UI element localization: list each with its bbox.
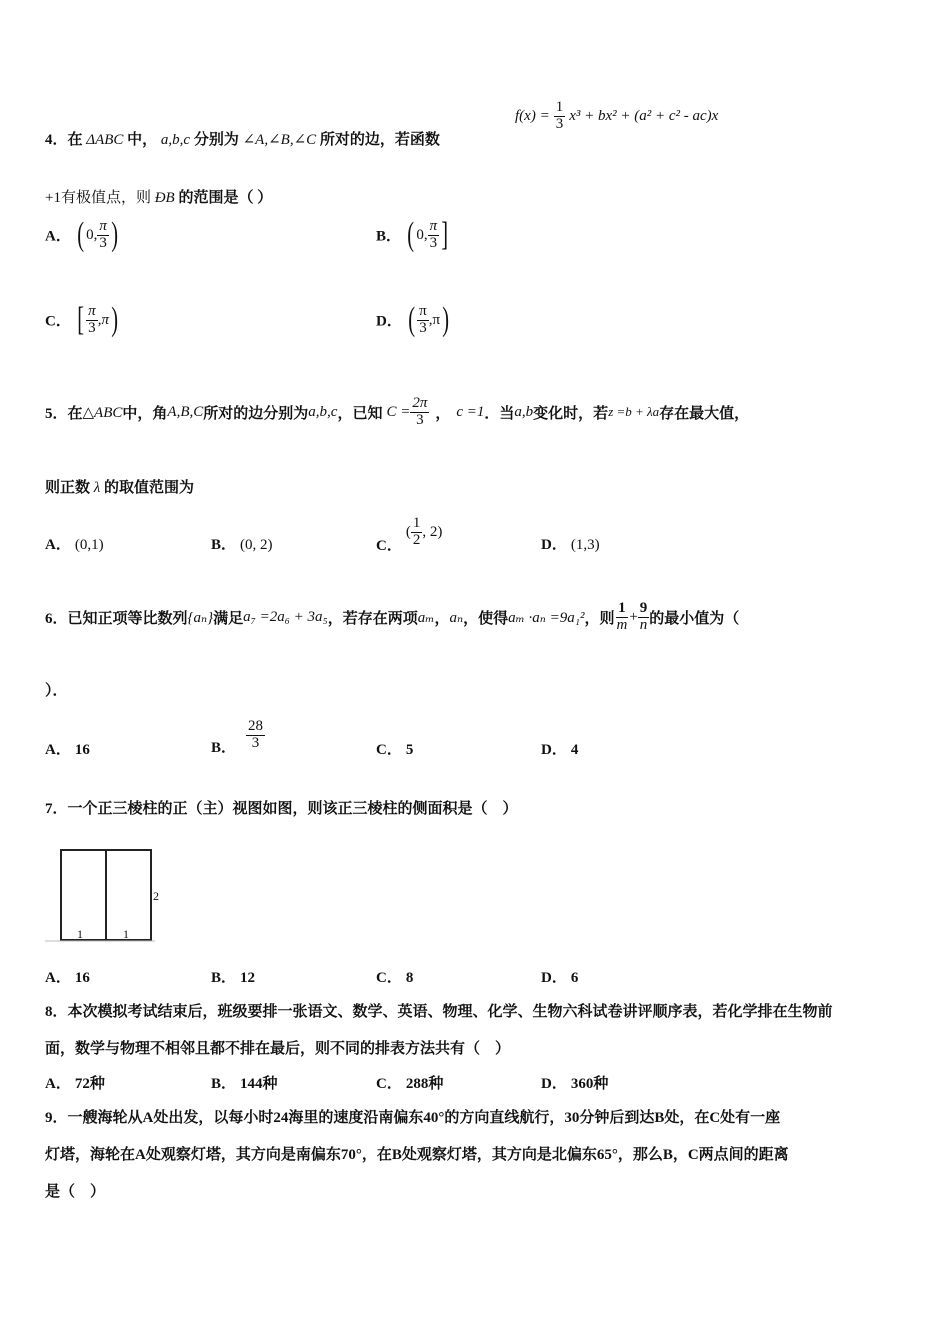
interval: [406, 303, 452, 337]
option-value: (1,3): [570, 537, 600, 553]
option-value: 144种: [240, 1076, 278, 1092]
fraction-denominator: 3: [429, 234, 438, 251]
option-label: B．: [211, 740, 237, 756]
q5-stem-line1: [45, 390, 749, 434]
math-triangle: ΔABC: [86, 132, 124, 148]
option-value: 16: [74, 742, 90, 758]
text: 的范围是（ ）: [178, 190, 273, 206]
fraction: [246, 719, 265, 752]
fraction-numerator: 9: [639, 599, 648, 616]
math-sides: a,b,c: [160, 132, 191, 148]
math-angles: ∠A,∠B,∠C: [242, 132, 317, 148]
interval: [75, 303, 120, 337]
bracket-close: ): [442, 301, 450, 338]
text: 满足: [213, 610, 244, 627]
option-value: 12: [240, 970, 256, 986]
q8-stem-line2: 面，数学与物理不相邻且都不排在最后，则不同的排表方法共有（ ）: [45, 1041, 511, 1057]
fraction-numerator: 1: [555, 99, 564, 115]
fraction: [411, 516, 423, 549]
q7-option-d[interactable]: [541, 966, 578, 987]
math-triangle: △ABC: [82, 404, 123, 421]
interval: [75, 218, 120, 252]
option-label: C．: [45, 313, 71, 330]
q4-stem-line2: [45, 186, 272, 207]
bracket-close: ]: [441, 216, 449, 253]
bracket-open: [: [77, 301, 84, 338]
q6-option-b[interactable]: [211, 714, 265, 757]
interval-right: ,π: [97, 311, 109, 328]
fraction-denominator: 3: [99, 234, 107, 251]
q4-option-b[interactable]: [376, 218, 450, 252]
paren: (: [405, 524, 411, 540]
q9-stem-line1: 9．一艘海轮从A处出发，以每小时24海里的速度沿南偏东40°的方向直线航行，30分钟后到达B处，在C处有一座: [45, 1110, 781, 1126]
q4-function: [515, 100, 718, 133]
text: 则正数: [45, 480, 91, 496]
option-label: C．: [376, 538, 402, 554]
option-label: A．: [45, 742, 71, 758]
math-angles: A,B,C: [167, 403, 204, 420]
math-product: aₘ ·aₙ =9a₁²: [508, 609, 585, 626]
math-sides: a,b,c: [308, 403, 338, 420]
dim-label-mid: 1: [123, 927, 129, 941]
text: ，使得: [463, 610, 509, 627]
text: ，若存在两项: [327, 610, 418, 627]
q9-stem-line3: 是（ ）: [45, 1184, 106, 1200]
q7-option-a[interactable]: [45, 966, 90, 987]
math-equation: a₇ =2a₆ + 3a₅: [243, 608, 328, 625]
q4-option-c[interactable]: [45, 303, 120, 337]
text: 所对的边分别为: [203, 405, 309, 422]
question-number: 6．已知正项等比数列: [45, 610, 188, 627]
q4-option-a[interactable]: [45, 218, 120, 252]
q5-option-a[interactable]: [45, 533, 104, 554]
option-value: 8: [405, 970, 414, 986]
function-rhs: x³ + bx² + (a² + c² - ac)x: [569, 107, 719, 124]
option-value: 16: [74, 970, 90, 986]
fraction-denominator: 3: [555, 115, 564, 132]
option-value: , 2): [422, 524, 443, 540]
text: ，: [435, 405, 451, 422]
fraction-denominator: 3: [419, 319, 427, 336]
math-an: aₙ: [449, 609, 464, 626]
option-label: C．: [376, 970, 402, 986]
math-lambda: λ: [93, 480, 101, 496]
question-number: 4．在: [45, 132, 83, 148]
fraction-denominator: 2: [412, 532, 421, 548]
math-am: aₘ: [417, 609, 435, 626]
option-label: A．: [45, 537, 71, 553]
interval-left: 0,: [86, 226, 98, 243]
q6-stem-line2: ）．: [45, 683, 68, 699]
text: 变化时，若: [533, 405, 609, 422]
fraction-numerator: 1: [618, 599, 626, 616]
q7-stem: 7．一个正三棱柱的正（主）视图如图，则该正三棱柱的侧面积是（ ）: [45, 801, 518, 817]
q5-option-b[interactable]: [211, 533, 273, 554]
q5-stem-line2: [45, 476, 194, 497]
math-c: c =1: [456, 403, 485, 420]
text: 中，: [127, 132, 158, 148]
fraction-denominator: m: [616, 616, 628, 633]
text: ，已知: [337, 405, 383, 422]
text: ．当: [484, 405, 515, 422]
q8-option-d[interactable]: [541, 1072, 608, 1093]
math-sequence: {aₙ}: [187, 609, 214, 626]
bracket-close: ): [111, 301, 119, 338]
dim-label-left: 1: [77, 927, 83, 941]
function-lhs: f(x) =: [515, 107, 550, 124]
fraction-numerator: π: [99, 217, 107, 234]
option-label: B．: [376, 228, 402, 245]
q5-option-d[interactable]: [541, 533, 600, 554]
option-label: A．: [45, 1076, 71, 1092]
q8-stem-line1: 8．本次模拟考试结束后，班级要排一张语文、数学、英语、物理、化学、生物六科试卷讲评顺序表，若化学排在生物前: [45, 1004, 833, 1020]
math-C: C =: [386, 403, 411, 420]
fraction: [410, 396, 429, 429]
q9-stem-line2: 灯塔，海轮在A处观察灯塔，其方向是南偏东70°，在B处观察灯塔，其方向是北偏东65°，那么B，C两点间的距离: [45, 1147, 789, 1163]
fraction-numerator: 28: [248, 718, 264, 735]
option-value: 288种: [405, 1076, 444, 1092]
fraction-denominator: n: [639, 616, 648, 633]
option-value: 5: [405, 742, 414, 758]
option-label: D．: [541, 537, 567, 553]
fraction-numerator: 1: [412, 515, 421, 532]
text: 的最小值为（: [649, 610, 740, 627]
q8-option-a[interactable]: [45, 1072, 105, 1093]
option-label: A．: [45, 228, 71, 245]
fraction-numerator: 2π: [412, 394, 428, 411]
fraction: [614, 601, 629, 634]
fraction-numerator: π: [88, 302, 96, 319]
option-label: D．: [541, 970, 567, 986]
interval: [405, 218, 450, 252]
text: ，: [434, 610, 450, 627]
text: 的取值范围为: [104, 480, 195, 496]
q8-option-c[interactable]: [376, 1072, 443, 1093]
q8-option-b[interactable]: [211, 1072, 278, 1093]
interval-right: ,π: [428, 311, 441, 328]
question-number: 5．在: [45, 405, 83, 422]
option-value: (0,1): [74, 537, 104, 553]
fraction-numerator: π: [419, 302, 427, 319]
option-label: D．: [376, 313, 402, 330]
interval-left: 0,: [416, 226, 428, 243]
q6-option-c[interactable]: [376, 738, 413, 759]
fraction: [554, 100, 566, 133]
option-label: D．: [541, 742, 567, 758]
fraction-denominator: 3: [88, 319, 96, 336]
text: +1有极值点，则: [45, 190, 151, 206]
math-z: z =b + λa: [608, 404, 660, 419]
option-label: D．: [541, 1076, 567, 1092]
math-ab: a,b: [514, 403, 534, 420]
option-value: 72种: [74, 1076, 105, 1092]
bracket-close: ): [111, 216, 118, 253]
q4-option-d[interactable]: [376, 303, 451, 337]
dim-label-height: 2: [153, 889, 159, 903]
plus-sign: +: [629, 608, 638, 625]
fraction: [638, 601, 650, 634]
option-label: C．: [376, 1076, 402, 1092]
option-value: 6: [570, 970, 579, 986]
text: 分别为: [193, 132, 239, 148]
math-angle: ÐB: [154, 190, 175, 206]
fraction-denominator: 3: [416, 411, 424, 428]
q6-stem-line1: [45, 592, 739, 642]
fraction-numerator: π: [429, 217, 438, 234]
option-label: A．: [45, 970, 71, 986]
prism-front-view-figure: [45, 845, 170, 945]
option-label: C．: [376, 742, 402, 758]
bracket-open: (: [408, 301, 415, 338]
bracket-open: (: [407, 216, 415, 253]
option-value: 4: [570, 742, 579, 758]
q6-option-d[interactable]: [541, 738, 578, 759]
option-value: 360种: [570, 1076, 609, 1092]
text: ，则: [584, 610, 615, 627]
text: 所对的边，若函数: [319, 132, 440, 148]
option-label: B．: [211, 537, 237, 553]
option-value: (0, 2): [240, 537, 273, 553]
option-label: B．: [211, 1076, 237, 1092]
bracket-open: (: [77, 216, 84, 253]
q6-option-a[interactable]: [45, 738, 90, 759]
text: 存在最大值，: [659, 405, 750, 422]
q4-stem-line1: [45, 128, 440, 149]
q7-option-c[interactable]: [376, 966, 413, 987]
text: 中，角: [122, 405, 168, 422]
fraction-denominator: 3: [251, 735, 260, 751]
prism-front-view-drawing: [45, 845, 170, 945]
q5-option-c[interactable]: [376, 510, 442, 555]
option-label: B．: [211, 970, 237, 986]
q7-option-b[interactable]: [211, 966, 255, 987]
